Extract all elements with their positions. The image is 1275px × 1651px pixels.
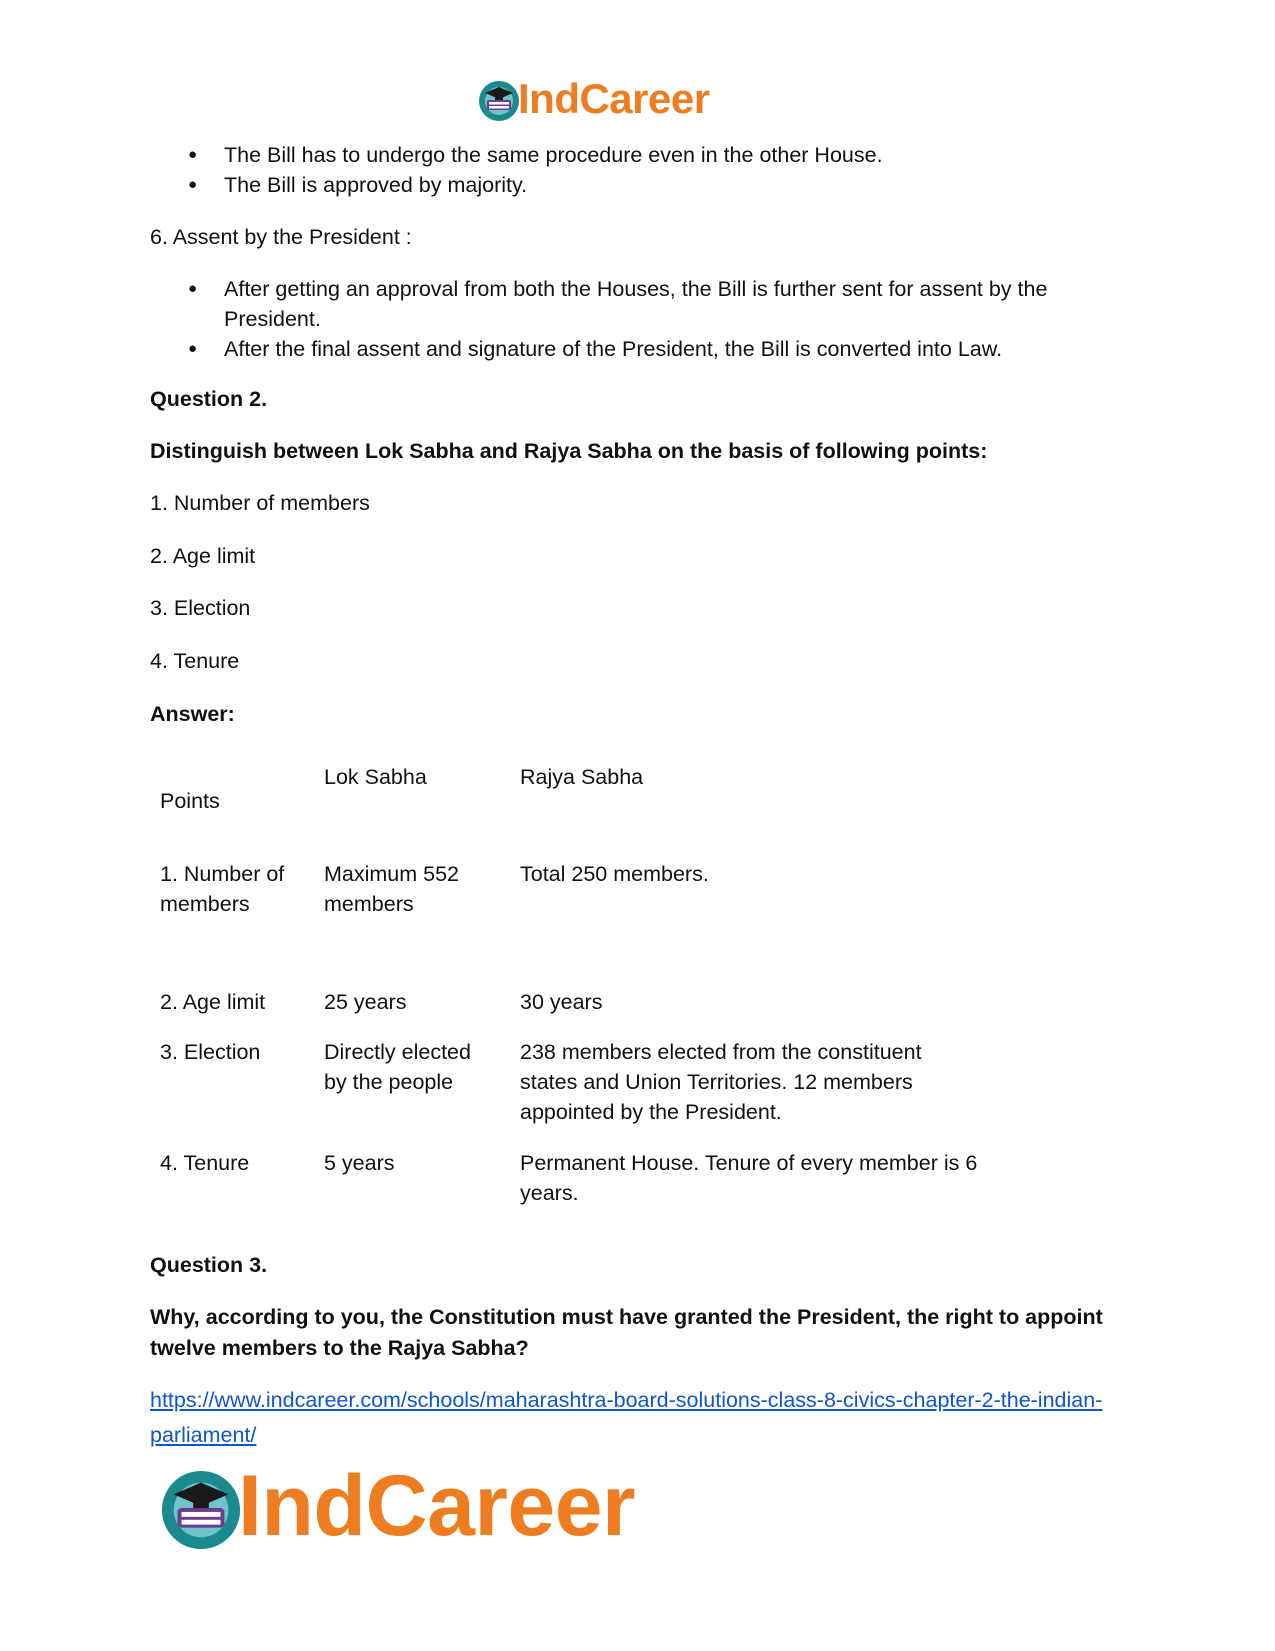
question-prompt: Why, according to you, the Constitution must have granted the President, the right to appoint twelve members to the Rajya Sabha?	[150, 1305, 1103, 1360]
source-link[interactable]: https://www.indcareer.com/schools/maharashtra-board-solutions-class-8-civics-chapter-2-the-indian-parliament/	[150, 1388, 1103, 1447]
bullet-list-top	[150, 140, 1110, 200]
list-item: ● After getting an approval from both the Houses, the Bill is further sent for assent by the President.	[150, 274, 1110, 334]
answer-label: Answer:	[150, 702, 235, 726]
table-cell-rajya: Total 250 members.	[520, 862, 709, 886]
question-prompt: Distinguish between Lok Sabha and Rajya Sabha on the basis of following points:	[150, 439, 988, 463]
list-item: ● The Bill has to undergo the same procedure even in the other House.	[150, 140, 1110, 170]
graduation-book-icon	[478, 80, 520, 122]
header-logo	[478, 75, 778, 124]
table-cell-point: 2. Age limit	[160, 990, 266, 1014]
table-cell-point: 4. Tenure	[160, 1151, 250, 1175]
point-item: 3. Election	[150, 596, 251, 620]
section-heading: 6. Assent by the President :	[150, 225, 412, 249]
table-header-lok-sabha: Lok Sabha	[324, 765, 427, 789]
table-cell-rajya: Permanent House. Tenure of every member is 6 years.	[520, 1151, 978, 1205]
list-item: ● The Bill is approved by majority.	[150, 170, 1110, 200]
question-label: Question 2.	[150, 387, 268, 411]
question-label: Question 3.	[150, 1253, 268, 1277]
table-cell-point: 3. Election	[160, 1040, 261, 1064]
table-cell-point: 1. Number of members	[160, 862, 285, 916]
table-header-rajya-sabha: Rajya Sabha	[520, 765, 644, 789]
footer-logo	[160, 1458, 720, 1555]
table-cell-lok: Maximum 552 members	[324, 862, 460, 916]
table-cell-lok: 5 years	[324, 1151, 395, 1175]
logo-wordmark: IndCareer	[238, 1458, 635, 1554]
list-item: ● After the final assent and signature of the President, the Bill is converted into Law.	[150, 334, 1110, 364]
point-item: 4. Tenure	[150, 649, 240, 673]
graduation-book-icon	[160, 1469, 242, 1551]
bullet-list-section6	[150, 274, 1110, 364]
point-item: 1. Number of members	[150, 491, 370, 515]
table-cell-lok: 25 years	[324, 990, 407, 1014]
table-cell-rajya: 30 years	[520, 990, 603, 1014]
table-cell-rajya: 238 members elected from the constituent states and Union Territories. 12 members appointed by the President.	[520, 1040, 922, 1124]
logo-wordmark: IndCareer	[518, 75, 710, 122]
table-header-points: Points	[160, 789, 220, 813]
table-cell-lok: Directly elected by the people	[324, 1040, 471, 1094]
point-item: 2. Age limit	[150, 544, 256, 568]
